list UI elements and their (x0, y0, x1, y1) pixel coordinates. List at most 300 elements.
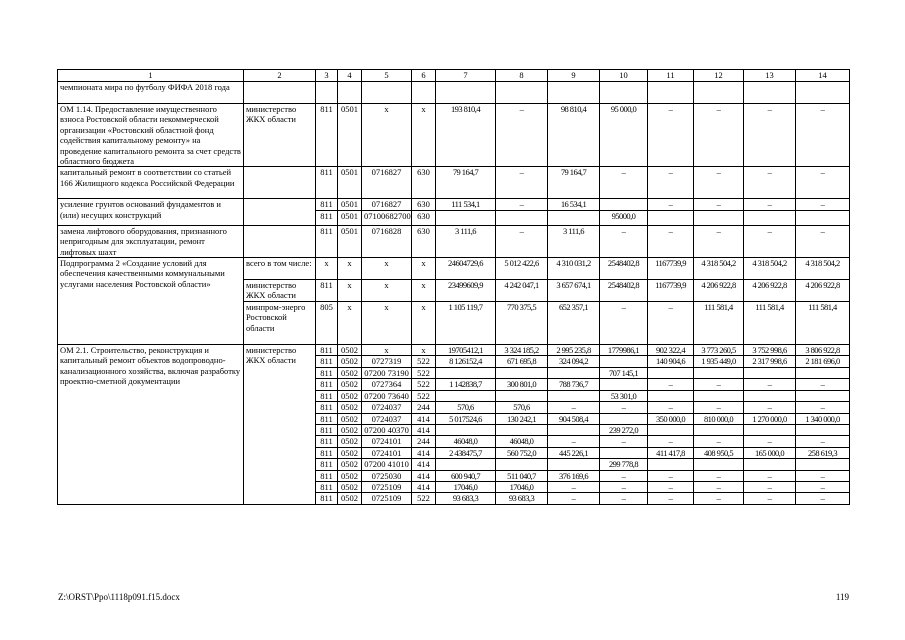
column-number: 9 (548, 70, 600, 82)
value-cell: – (796, 199, 850, 210)
value-cell: – (796, 493, 850, 504)
value-cell: 4 310 031,2 (548, 258, 600, 280)
value-cell (648, 367, 694, 378)
value-cell: 2 995 235,8 (548, 345, 600, 356)
value-cell (744, 459, 796, 470)
value-cell: 0716827 (362, 199, 412, 210)
value-cell: 522 (412, 493, 436, 504)
value-cell: 0724101 (362, 436, 412, 447)
value-cell: х (362, 302, 412, 345)
value-cell: 522 (412, 367, 436, 378)
value-cell: – (548, 436, 600, 447)
value-cell: – (694, 493, 744, 504)
value-cell: 193 810,4 (436, 104, 496, 167)
value-cell: 2548402,8 (600, 280, 648, 302)
value-cell: 902 322,4 (648, 345, 694, 356)
value-cell: 0725109 (362, 481, 412, 492)
value-cell (648, 390, 694, 401)
table-row (58, 345, 850, 356)
column-number: 6 (412, 70, 436, 82)
value-cell: 0502 (338, 390, 362, 401)
value-cell: – (744, 167, 796, 199)
value-cell: – (648, 402, 694, 413)
value-cell: – (548, 402, 600, 413)
value-cell: 811 (316, 470, 338, 481)
value-cell: 19705412,1 (436, 345, 496, 356)
value-cell: 0501 (338, 104, 362, 167)
table-body (58, 70, 850, 505)
value-cell: 4 318 504,2 (694, 258, 744, 280)
value-cell: х (362, 258, 412, 280)
value-cell: – (600, 167, 648, 199)
value-cell: 2548402,8 (600, 258, 648, 280)
value-cell (744, 210, 796, 225)
value-cell: 408 950,5 (694, 447, 744, 458)
value-cell: 0502 (338, 470, 362, 481)
executor (244, 225, 316, 257)
value-cell (548, 390, 600, 401)
value-cell: – (744, 493, 796, 504)
value-cell: 630 (412, 225, 436, 257)
value-cell: 93 683,3 (496, 493, 548, 504)
value-cell (796, 367, 850, 378)
value-cell: 79 164,7 (548, 167, 600, 199)
value-cell: 811 (316, 345, 338, 356)
value-cell: 630 (412, 167, 436, 199)
value-cell: 07200 41010 (362, 459, 412, 470)
value-cell: – (648, 167, 694, 199)
value-cell: 811 (316, 379, 338, 390)
value-cell: 111 534,1 (436, 199, 496, 210)
value-cell: х (412, 104, 436, 167)
value-cell: 811 (316, 199, 338, 210)
executor (244, 167, 316, 199)
value-cell (796, 390, 850, 401)
value-cell: х (362, 280, 412, 302)
value-cell: 0502 (338, 447, 362, 458)
value-cell: 17046,0 (496, 481, 548, 492)
value-cell: 0502 (338, 424, 362, 435)
value-cell: 811 (316, 481, 338, 492)
table-row (58, 167, 850, 199)
value-cell: – (796, 167, 850, 199)
value-cell: 0501 (338, 210, 362, 225)
value-cell: 300 801,0 (496, 379, 548, 390)
value-cell: – (796, 225, 850, 257)
value-cell: 2 438475,7 (436, 447, 496, 458)
value-cell: – (648, 379, 694, 390)
value-cell: – (648, 470, 694, 481)
value-cell: 3 324 185,2 (496, 345, 548, 356)
program-name: чемпионата мира по футболу ФИФА 2018 года (58, 82, 244, 104)
value-cell: 0502 (338, 379, 362, 390)
value-cell: 4 318 504,2 (796, 258, 850, 280)
value-cell: – (796, 104, 850, 167)
program-name: ОМ 1.14. Предоставление имущественного взноса Ростовской области некоммерческой организации «Ростовский областной фонд содействия капитальному ремонту» на проведение капитального ремонта за счет средств областного бюджета (58, 104, 244, 167)
value-cell: 0501 (338, 167, 362, 199)
value-cell (796, 459, 850, 470)
value-cell: 671 695,8 (496, 356, 548, 367)
value-cell: – (694, 104, 744, 167)
value-cell: 630 (412, 199, 436, 210)
value-cell: – (744, 199, 796, 210)
value-cell: 811 (316, 402, 338, 413)
value-cell: 4 206 922,8 (744, 280, 796, 302)
value-cell: 24604729,6 (436, 258, 496, 280)
value-cell: 23499609,9 (436, 280, 496, 302)
value-cell: 111 581,4 (744, 302, 796, 345)
value-cell: 560 752,0 (496, 447, 548, 458)
value-cell (436, 367, 496, 378)
value-cell: 570,6 (436, 402, 496, 413)
value-cell: 811 (316, 413, 338, 424)
value-cell: – (648, 104, 694, 167)
value-cell: 2 181 696,0 (796, 356, 850, 367)
value-cell (496, 459, 548, 470)
value-cell: – (600, 470, 648, 481)
value-cell: – (694, 470, 744, 481)
value-cell (694, 459, 744, 470)
value-cell: 0502 (338, 493, 362, 504)
value-cell: 522 (412, 356, 436, 367)
value-cell: 0725109 (362, 493, 412, 504)
value-cell: 707 145,1 (600, 367, 648, 378)
value-cell: 630 (412, 210, 436, 225)
value-cell: 0724101 (362, 447, 412, 458)
value-cell: – (600, 225, 648, 257)
page-number: 119 (835, 592, 849, 602)
value-cell: 2 317 998,6 (744, 356, 796, 367)
value-cell (436, 390, 496, 401)
value-cell: 07200 73640 (362, 390, 412, 401)
value-cell: 788 736,7 (548, 379, 600, 390)
value-cell: 17046,0 (436, 481, 496, 492)
value-cell: 1 935 449,0 (694, 356, 744, 367)
empty-cell (694, 82, 744, 104)
value-cell: 811 (316, 104, 338, 167)
value-cell (648, 424, 694, 435)
value-cell: – (648, 199, 694, 210)
value-cell: – (796, 379, 850, 390)
value-cell: 811 (316, 167, 338, 199)
value-cell: 46048,0 (496, 436, 548, 447)
program-name: замена лифтового оборудования, признанного непригодным для эксплуатации, ремонт лифтовых шахт (58, 225, 244, 257)
value-cell: 98 810,4 (548, 104, 600, 167)
value-cell: – (648, 493, 694, 504)
column-number: 13 (744, 70, 796, 82)
value-cell: 904 508,4 (548, 413, 600, 424)
value-cell: 0502 (338, 436, 362, 447)
value-cell: 79 164,7 (436, 167, 496, 199)
value-cell (496, 210, 548, 225)
value-cell: – (694, 379, 744, 390)
column-number: 14 (796, 70, 850, 82)
value-cell (744, 367, 796, 378)
value-cell: 140 904,6 (648, 356, 694, 367)
value-cell: 350 000,0 (648, 413, 694, 424)
value-cell: 414 (412, 447, 436, 458)
value-cell: – (600, 302, 648, 345)
executor: минпром-энерго Ростовской области (244, 302, 316, 345)
value-cell: 5 017524,6 (436, 413, 496, 424)
value-cell: х (338, 280, 362, 302)
value-cell: – (744, 104, 796, 167)
empty-cell (362, 82, 412, 104)
value-cell (600, 356, 648, 367)
value-cell: 3 111,6 (548, 225, 600, 257)
value-cell: 130 242,1 (496, 413, 548, 424)
value-cell: – (744, 481, 796, 492)
budget-table (57, 69, 850, 505)
program-name: ОМ 2.1. Строительство, реконструкция и капитальный ремонт объектов водопроводно-канализационного хозяйства, включая разработку проектно-сметной документации (58, 345, 244, 505)
value-cell (496, 390, 548, 401)
value-cell: 0502 (338, 413, 362, 424)
value-cell: 95 000,0 (600, 104, 648, 167)
column-number: 8 (496, 70, 548, 82)
value-cell: – (796, 481, 850, 492)
value-cell: 0502 (338, 356, 362, 367)
value-cell: 810 000,0 (694, 413, 744, 424)
value-cell: 244 (412, 436, 436, 447)
value-cell: 0727319 (362, 356, 412, 367)
value-cell: 0502 (338, 459, 362, 470)
empty-cell (338, 82, 362, 104)
value-cell: – (548, 493, 600, 504)
value-cell: 258 619,3 (796, 447, 850, 458)
value-cell: 95000,0 (600, 210, 648, 225)
value-cell: 811 (316, 493, 338, 504)
value-cell: 0716827 (362, 167, 412, 199)
value-cell: 46048,0 (436, 436, 496, 447)
value-cell: 0727364 (362, 379, 412, 390)
value-cell (694, 390, 744, 401)
executor: министерство ЖКХ области (244, 345, 316, 505)
value-cell: 445 226,1 (548, 447, 600, 458)
value-cell (436, 459, 496, 470)
executor: всего в том числе: (244, 258, 316, 280)
value-cell: – (694, 225, 744, 257)
column-number: 2 (244, 70, 316, 82)
value-cell: – (744, 470, 796, 481)
value-cell (600, 413, 648, 424)
value-cell: 3 111,6 (436, 225, 496, 257)
value-cell (600, 379, 648, 390)
value-cell: – (648, 436, 694, 447)
empty-cell (796, 82, 850, 104)
subprogram-name: Подпрограмма 2 «Создание условий для обеспечения качественными коммунальными услугами населения Ростовской области» (58, 258, 244, 345)
value-cell: – (648, 302, 694, 345)
column-number: 3 (316, 70, 338, 82)
value-cell (548, 459, 600, 470)
value-cell: – (694, 481, 744, 492)
table-row (58, 199, 850, 210)
value-cell: 811 (316, 447, 338, 458)
value-cell: 1 105 119,7 (436, 302, 496, 345)
value-cell: 111 581,4 (694, 302, 744, 345)
value-cell: 324 094,2 (548, 356, 600, 367)
value-cell: х (412, 345, 436, 356)
value-cell: х (338, 258, 362, 280)
value-cell: 0724037 (362, 402, 412, 413)
value-cell (548, 367, 600, 378)
value-cell: 411 417,8 (648, 447, 694, 458)
value-cell: – (600, 402, 648, 413)
value-cell: 811 (316, 436, 338, 447)
executor (244, 199, 316, 225)
value-cell: 3 773 260,5 (694, 345, 744, 356)
value-cell: 165 000,0 (744, 447, 796, 458)
empty-cell (496, 82, 548, 104)
value-cell: х (362, 345, 412, 356)
column-number: 4 (338, 70, 362, 82)
value-cell: 3 806 922,8 (796, 345, 850, 356)
value-cell: – (648, 481, 694, 492)
value-cell: 414 (412, 459, 436, 470)
value-cell: 0501 (338, 199, 362, 210)
value-cell: х (338, 302, 362, 345)
value-cell: 111 581,4 (796, 302, 850, 345)
value-cell (436, 424, 496, 435)
value-cell: 1 142838,7 (436, 379, 496, 390)
executor: министерство ЖКХ области (244, 280, 316, 302)
value-cell: х (412, 302, 436, 345)
value-cell (694, 367, 744, 378)
value-cell: 414 (412, 470, 436, 481)
value-cell (600, 447, 648, 458)
value-cell: 570,6 (496, 402, 548, 413)
table-row (58, 225, 850, 257)
value-cell: 1167739,9 (648, 258, 694, 280)
value-cell (796, 210, 850, 225)
value-cell: 811 (316, 424, 338, 435)
value-cell: – (496, 104, 548, 167)
value-cell: 414 (412, 424, 436, 435)
empty-cell (600, 82, 648, 104)
value-cell: 4 242 047,1 (496, 280, 548, 302)
value-cell: 07200 40370 (362, 424, 412, 435)
table-row (58, 104, 850, 167)
value-cell: 0502 (338, 402, 362, 413)
value-cell: 16 534,1 (548, 199, 600, 210)
value-cell: 3 657 674,1 (548, 280, 600, 302)
program-name: усиление грунтов оснований фундаментов и (или) несущих конструкций (58, 199, 244, 225)
value-cell: 522 (412, 379, 436, 390)
empty-cell (436, 82, 496, 104)
value-cell: – (694, 167, 744, 199)
value-cell: – (496, 225, 548, 257)
value-cell (694, 424, 744, 435)
value-cell: 07200 73190 (362, 367, 412, 378)
value-cell: х (316, 258, 338, 280)
value-cell: 3 752 998,6 (744, 345, 796, 356)
empty-cell (744, 82, 796, 104)
value-cell: 414 (412, 481, 436, 492)
value-cell: 5 012 422,6 (496, 258, 548, 280)
empty-cell (548, 82, 600, 104)
value-cell: 93 683,3 (436, 493, 496, 504)
value-cell: 07100682700 (362, 210, 412, 225)
value-cell: 376 169,6 (548, 470, 600, 481)
value-cell (600, 199, 648, 210)
value-cell (744, 424, 796, 435)
value-cell: х (412, 258, 436, 280)
value-cell: 805 (316, 302, 338, 345)
value-cell: 811 (316, 280, 338, 302)
value-cell: – (744, 402, 796, 413)
value-cell: – (600, 436, 648, 447)
table-row (58, 70, 850, 82)
value-cell: 811 (316, 210, 338, 225)
value-cell: 770 375,5 (496, 302, 548, 345)
value-cell (648, 459, 694, 470)
value-cell (548, 210, 600, 225)
value-cell: 0501 (338, 225, 362, 257)
value-cell: 244 (412, 402, 436, 413)
value-cell: 522 (412, 390, 436, 401)
column-number: 10 (600, 70, 648, 82)
value-cell: – (796, 402, 850, 413)
column-number: 7 (436, 70, 496, 82)
value-cell: 0725030 (362, 470, 412, 481)
column-number: 1 (58, 70, 244, 82)
value-cell (744, 390, 796, 401)
value-cell: 600 940,7 (436, 470, 496, 481)
value-cell: – (496, 199, 548, 210)
value-cell: – (548, 481, 600, 492)
table-row (58, 258, 850, 280)
value-cell: 511 040,7 (496, 470, 548, 481)
value-cell: – (496, 167, 548, 199)
value-cell: 0716828 (362, 225, 412, 257)
empty-cell (316, 82, 338, 104)
empty-cell (648, 82, 694, 104)
empty-cell (412, 82, 436, 104)
value-cell: 4 318 504,2 (744, 258, 796, 280)
value-cell: 1 270 000,0 (744, 413, 796, 424)
value-cell: – (600, 481, 648, 492)
executor: министерство ЖКХ области (244, 104, 316, 167)
value-cell: 0502 (338, 345, 362, 356)
value-cell (436, 210, 496, 225)
value-cell: х (362, 104, 412, 167)
value-cell (496, 424, 548, 435)
value-cell: 239 272,0 (600, 424, 648, 435)
value-cell: 53 301,0 (600, 390, 648, 401)
value-cell: – (744, 225, 796, 257)
value-cell (496, 367, 548, 378)
column-number: 5 (362, 70, 412, 82)
value-cell: – (796, 436, 850, 447)
value-cell: – (694, 436, 744, 447)
value-cell: 811 (316, 459, 338, 470)
value-cell (548, 424, 600, 435)
value-cell: – (600, 493, 648, 504)
value-cell: 8 126152,4 (436, 356, 496, 367)
table-row (58, 82, 850, 104)
value-cell (648, 210, 694, 225)
value-cell: 4 206 922,8 (796, 280, 850, 302)
value-cell: 299 778,8 (600, 459, 648, 470)
value-cell: – (648, 225, 694, 257)
value-cell: – (744, 436, 796, 447)
file-path: Z:\ORST\Ppo\1118p091.f15.docx (58, 592, 180, 602)
value-cell (694, 210, 744, 225)
value-cell: 811 (316, 225, 338, 257)
value-cell: 414 (412, 413, 436, 424)
value-cell: – (744, 379, 796, 390)
column-number: 12 (694, 70, 744, 82)
value-cell: – (796, 470, 850, 481)
